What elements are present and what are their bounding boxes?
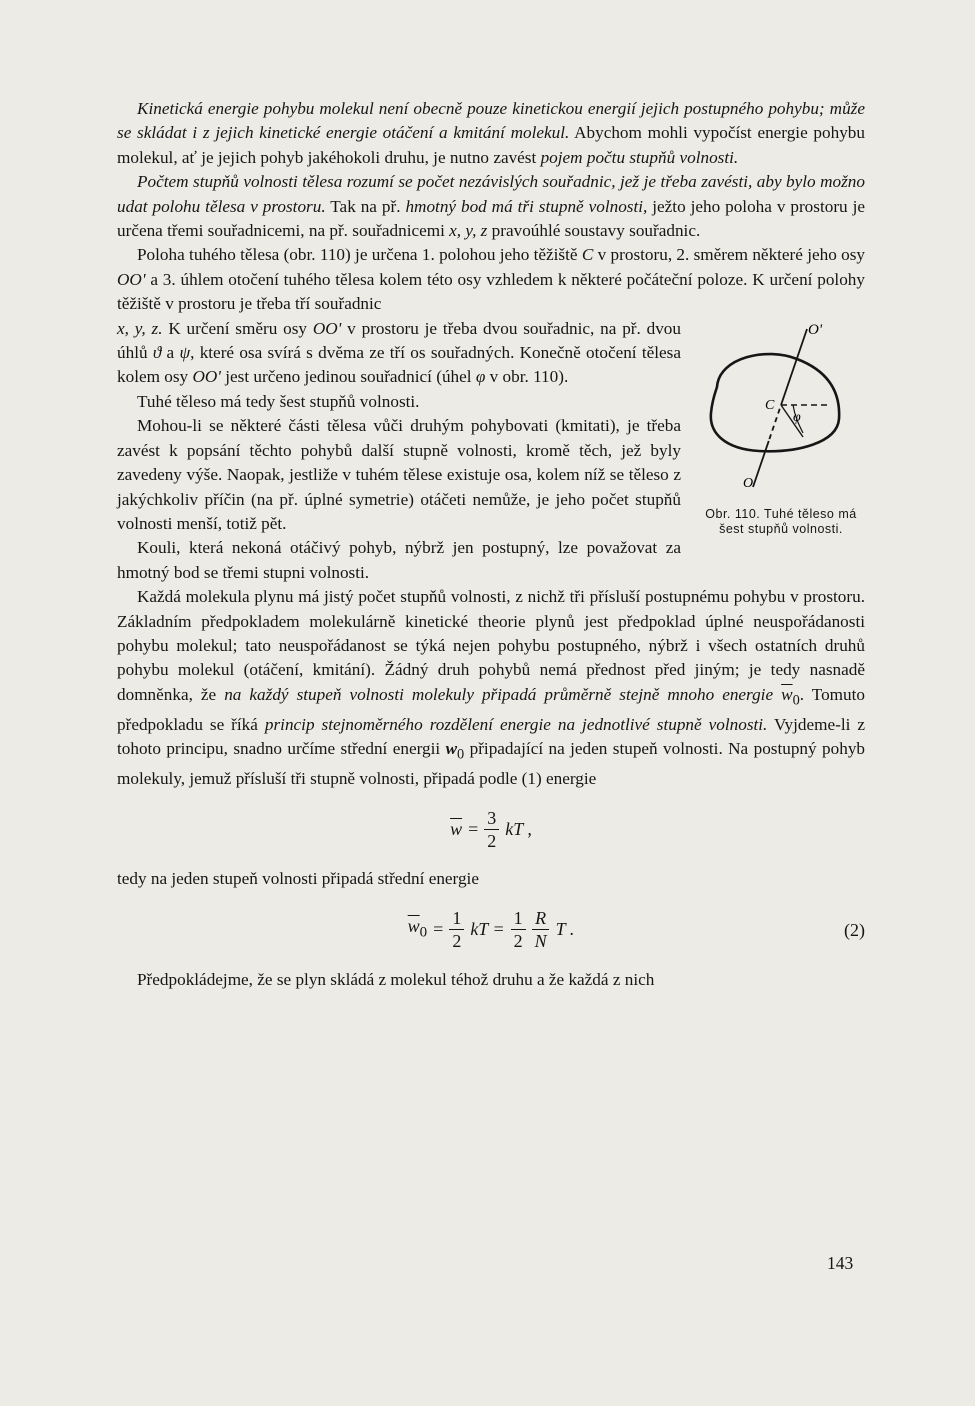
paragraph-3: [117, 243, 865, 316]
label-o-prime: O': [808, 321, 823, 338]
italic-text: pojem počtu stupňů volnosti.: [540, 147, 739, 167]
equation-number: (2): [844, 919, 865, 940]
label-o: O: [743, 475, 754, 491]
italic-text: x, y, z.: [117, 318, 163, 338]
text: v obr. 110).: [485, 367, 569, 387]
paragraph-8: tedy na jeden stupeň volnosti připadá střední energie: [117, 869, 479, 889]
eq-mid: kT =: [470, 919, 505, 940]
italic-text: C: [581, 245, 594, 265]
paragraph-5: Mohou-li se některé části tělesa vůči druhým pohybovati (kmitati), je třeba zavést k popsání těchto pohybů další stupně volnosti, kromě těch, jež byly zavedeny výše. Naopak, jestliže v tuhém tělese existuje osa, kolem níž se těleso z jakýchkoliv příčin (na př. úplné symetrie) otáčeti nemůže, je jeho počet stupňů volnosti menší, totiž pět.: [117, 416, 681, 533]
equation-1: [117, 801, 865, 857]
math-symbol: ϑ: [152, 343, 162, 363]
figure-image: [697, 317, 865, 507]
text: a: [161, 343, 180, 363]
text: v prostoru, 2. směrem některé jeho osy: [593, 245, 866, 265]
italic-text: Počtem stupňů volnosti tělesa rozumí se počet nezávislých souřadnic, jež je třeba zavésti, aby bylo možno udat polohu tělesa v prostoru.: [117, 172, 865, 216]
fraction: [484, 807, 499, 852]
fraction: [449, 907, 464, 952]
text: ježto jeho poloha v prostoru je určena třemi souřadnicemi, na př. souřadnicemi: [117, 196, 865, 241]
page-number: 143: [827, 1253, 854, 1273]
text: a 3. úhlem otočení tuhého tělesa kolem této osy vzhledem k některé počáteční poloze. K určení polohy těžiště v prostoru je třeba tří souřadnic: [117, 269, 865, 314]
equation-2: [117, 902, 865, 958]
body-outline: [711, 354, 839, 451]
paragraph-1: [117, 97, 865, 170]
paragraph-7: [117, 585, 865, 791]
text: Abychom mohli vypočíst energie pohybu molekul, ať je jejich pohyb jakéhokoli druhu, je nutno zavést: [117, 123, 865, 167]
text: jest určeno jedinou souřadnicí (úhel: [220, 367, 476, 387]
text: , které osa svírá s dvěma ze tří os souřadných. Konečně otočení tělesa kolem osy: [117, 343, 681, 387]
figure-110: [697, 317, 865, 537]
text: K určení směru osy: [162, 318, 313, 338]
numerator: 1: [449, 907, 464, 930]
paragraph-2: [117, 170, 865, 243]
text: Každá molekula plynu má jistý počet stupňů volnosti, z nichž tři přísluší postupnému pohybu v prostoru. Základním předpokladem molekulárně kinetické theorie plynů jest předpoklad úplné neuspořádanosti pohybu molekul; tato neuspořádanost se týká nejen pohybu postupného, nýbrž i všech ostatních druhů pohybu molekul (otáčení, kmitání). Žádný druh pohybů nemá přednost před jiným; je tedy nasnadě domněnka, že: [117, 587, 865, 704]
text: Poloha tuhého tělesa (obr. 110) je určena 1. polohou jeho těžiště: [137, 245, 582, 265]
italic-text: na každý stupeň volnosti molekuly připadá průměrně stejně mnoho energie: [224, 684, 782, 704]
italic-text: OO': [192, 367, 221, 387]
math-symbol: ψ: [179, 343, 191, 363]
denominator: 2: [513, 931, 523, 952]
numerator: 3: [484, 807, 499, 830]
italic-text: x, y, z: [449, 221, 488, 241]
italic-text: OO': [117, 269, 146, 289]
fraction: [511, 907, 526, 952]
paragraph-9: Předpokládejme, že se plyn skládá z molekul téhož druhu a že každá z nich: [137, 969, 655, 989]
text: připadající na jeden stupeň volnosti. Na postupný pohyb molekuly, jemuž přísluší tři stupně volnosti, připadá podle (1) energie: [117, 739, 866, 788]
text: v prostoru je třeba dvou souřadnic, na př. dvou úhlů: [117, 318, 681, 363]
subscript: 0: [457, 746, 465, 763]
paragraph-6: Kouli, která nekoná otáčivý pohyb, nýbrž jen postupný, lze považovat za hmotný bod se třemi stupni volnosti.: [117, 538, 681, 582]
math-symbol: φ: [475, 367, 486, 387]
fraction: [532, 907, 550, 952]
label-phi: φ: [793, 409, 801, 425]
eq-sign: =: [433, 919, 444, 940]
italic-text: Kinetická energie pohybu molekul není obecně pouze kinetickou energií jejich postupného pohybu; může se skládat i z jejich kinetické energie otáčení a kmitání molekul.: [117, 99, 865, 143]
figure-caption: Obr. 110. Tuhé těleso má šest stupňů volnosti.: [705, 506, 857, 536]
math-symbol: $\overline{w}$: [781, 684, 793, 704]
italic-text: OO': [312, 318, 342, 338]
denominator: 2: [452, 931, 462, 952]
denominator: N: [534, 931, 547, 952]
eq-lhs: $\overline{w}$: [407, 916, 420, 937]
text: Tak na př.: [325, 196, 406, 216]
denominator: 2: [487, 830, 497, 851]
italic-text: hmotný bod má tři stupně volnosti,: [405, 196, 648, 216]
page-body: [117, 97, 865, 992]
text: pravoúhlé soustavy souřadnic.: [487, 221, 701, 241]
subscript: 0: [419, 924, 428, 941]
text: Vyjdeme-li z tohoto principu, snadno určíme střední energii: [117, 714, 866, 758]
label-c: C: [765, 397, 775, 413]
eq-sign: =: [468, 819, 479, 840]
numerator: R: [532, 907, 549, 930]
math-symbol: w: [445, 739, 458, 758]
subscript: 0: [792, 692, 800, 709]
rigid-body-diagram: [697, 317, 865, 507]
numerator: 1: [511, 907, 526, 930]
text: . Tomuto předpokladu se říká: [117, 684, 865, 734]
italic-text: princip stejnoměrného rozdělení energie na jednotlivé stupně volnosti.: [264, 714, 768, 734]
paragraph-4: Tuhé těleso má tedy šest stupňů volnosti.: [137, 391, 420, 411]
eq-rhs: T .: [555, 919, 575, 940]
eq-lhs: $\overline{w}$: [450, 819, 463, 840]
eq-rhs: kT ,: [505, 819, 532, 840]
